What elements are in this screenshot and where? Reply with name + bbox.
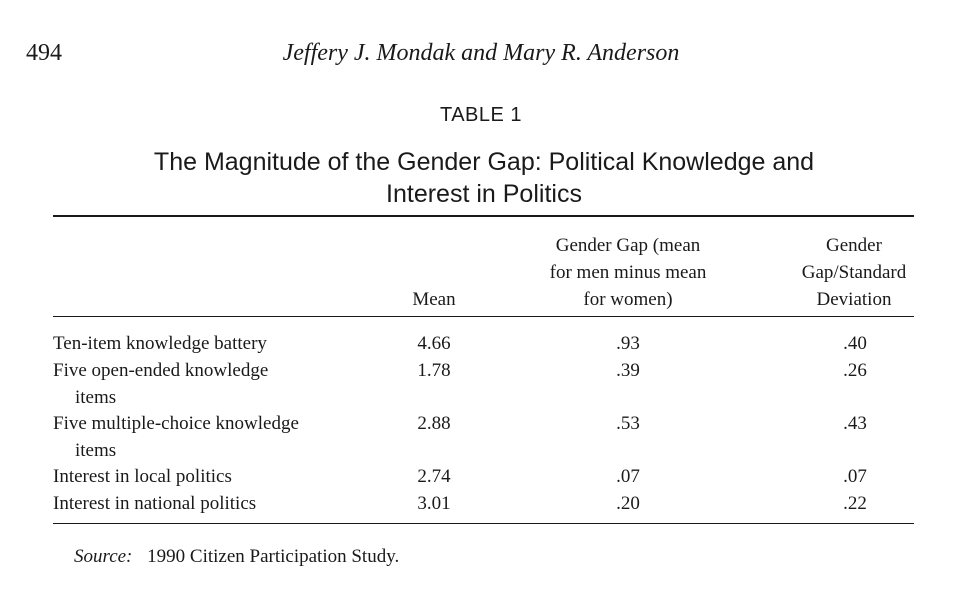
source-note — [74, 543, 399, 570]
column-header-gap-sd-line: Deviation — [816, 289, 892, 310]
row-mean: 2.88 — [417, 413, 451, 434]
row-label-text: Ten-item knowledge battery — [53, 333, 267, 354]
column-header-gender-gap-line: for women) — [583, 289, 673, 310]
row-label — [53, 410, 353, 464]
row-label — [53, 463, 353, 490]
column-header-gap-sd-line: Gender — [826, 235, 882, 256]
row-gender-gap: .53 — [616, 413, 640, 434]
row-label-continuation: items — [75, 387, 117, 408]
row-label — [53, 330, 353, 357]
row-gap-sd: .22 — [843, 493, 867, 514]
column-header-gap-sd-line: Gap/Standard — [801, 262, 907, 283]
column-header-gap-sd — [764, 232, 944, 313]
row-mean: 3.01 — [417, 493, 451, 514]
row-gender-gap: .07 — [616, 466, 640, 487]
table-title-line-1: The Magnitude of the Gender Gap: Political Knowledge and — [153, 148, 815, 176]
column-header-gender-gap-line: Gender Gap (mean — [555, 235, 701, 256]
column-header-gender-gap — [508, 232, 748, 313]
running-head: Jeffery J. Mondak and Mary R. Anderson — [282, 40, 680, 66]
row-mean: 1.78 — [417, 360, 451, 381]
row-label-text: Interest in local politics — [53, 466, 232, 487]
row-mean: 4.66 — [417, 333, 451, 354]
row-gap-sd: .43 — [843, 413, 867, 434]
source-text: 1990 Citizen Participation Study. — [147, 546, 400, 567]
column-header-gender-gap-line: for men minus mean — [549, 262, 707, 283]
row-label — [53, 357, 353, 411]
page-number: 494 — [26, 40, 62, 66]
row-label-text: Five multiple-choice knowledge — [53, 413, 299, 434]
row-label-text: Interest in national politics — [53, 493, 257, 514]
table-title-line-2: Interest in Politics — [386, 180, 582, 208]
row-gender-gap: .20 — [616, 493, 640, 514]
row-label-continuation: items — [75, 440, 117, 461]
row-label — [53, 490, 353, 517]
row-gap-sd: .40 — [843, 333, 867, 354]
table-label: TABLE 1 — [439, 104, 523, 126]
table-title — [54, 146, 914, 210]
column-header-mean: Mean — [412, 289, 456, 310]
source-label: Source: — [74, 546, 133, 567]
row-gender-gap: .39 — [616, 360, 640, 381]
row-gender-gap: .93 — [616, 333, 640, 354]
header-rule — [53, 316, 914, 317]
bottom-rule — [53, 523, 914, 524]
row-label-text: Five open-ended knowledge — [53, 360, 269, 381]
row-mean: 2.74 — [417, 466, 451, 487]
row-gap-sd: .26 — [843, 360, 867, 381]
row-gap-sd: .07 — [843, 466, 867, 487]
top-rule — [53, 215, 914, 217]
